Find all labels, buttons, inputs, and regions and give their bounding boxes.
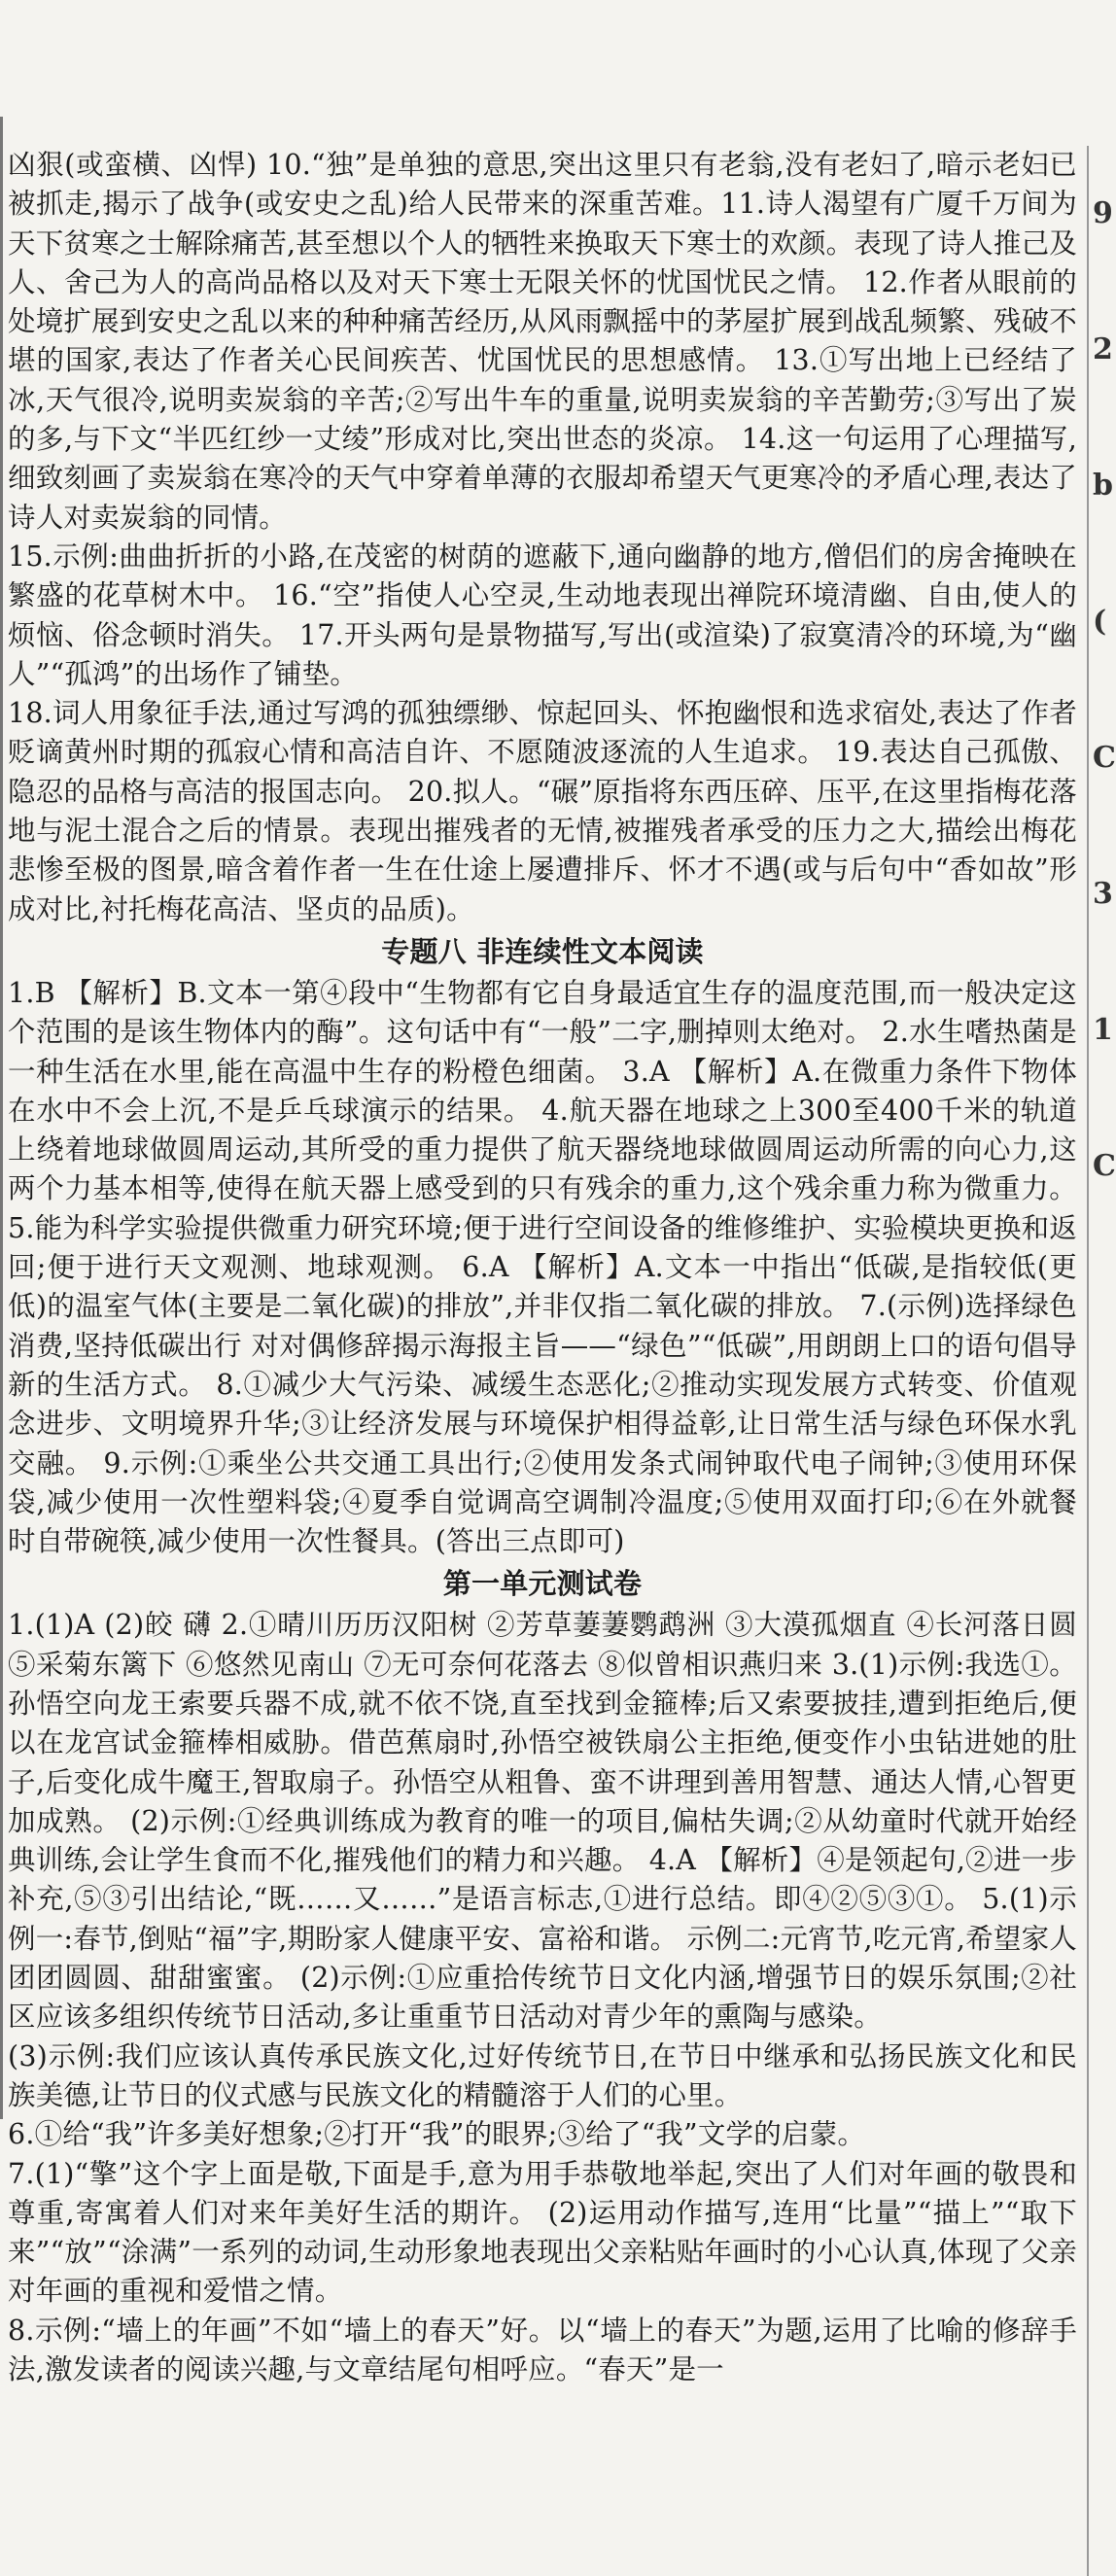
answer-paragraph: 6.①给“我”许多美好想象;②打开“我”的眼界;③给了“我”文学的启蒙。 [8,2118,866,2151]
edge-mark: b [1093,469,1113,503]
edge-mark: C [1093,1149,1116,1183]
answer-paragraph: 15.示例:曲曲折折的小路,在茂密的树荫的遮蔽下,通向幽静的地方,僧侣们的房舍掩映在繁盛的花草树木中。 16.“空”指使人心空灵,生动地表现出禅院环境清幽、自由,使人的烦恼、俗念顿时消失。 17.开头两句是景物描写,写出(或渲染)了寂寞清冷的环境,为“幽人”“孤鸿”的出场作了铺垫。 [8,540,1077,690]
edge-mark: 3 [1093,877,1113,911]
answer-paragraph: 1.B 【解析】B.文本一第④段中“生物都有它自身最适宜生存的温度范围,而一般决定这个范围的是该生物体内的酶”。这句话中有“一般”二字,删掉则太绝对。 2.水生嗜热菌是一种生活在水里,能在高温中生存的粉橙色细菌。 3.A 【解析】A.在微重力条件下物体在水中不会上沉,不是乒乓球演示的结果。 4.航天器在地球之上300至400千米的轨道上绕着地球做圆周运动,其所受的重力提供了航天器绕地球做圆周运动所需的向心力,这两个力基本相等,使得在航天器上感受到的只有残余的重力,这个残余重力称为微重力。 5.能为科学实验提供微重力研究环境;便于进行空间设备的维修维护、实验模块更换和返回;便于进行天文观测、地球观测。 6.A 【解析】A.文本一中指出“低碳,是指较低(更低)的温室气体(主要是二氧化碳)的排放”,并非仅指二氧化碳的排放。 7.(示例)选择绿色消费,坚持低碳出行 对对偶修辞揭示海报主旨——“绿色”“低碳”,用朗朗上口的语句倡导新的生活方式。 8.①减少大气污染、减缓生态恶化;②推动实现发展方式转变、价值观念进步、文明境界升华;③让经济发展与环境保护相得益彰,让日常生活与绿色环保水乳交融。 9.示例:①乘坐公共交通工具出行;②使用发条式闹钟取代电子闹钟;③使用环保袋,减少使用一次性塑料袋;④夏季自觉调高空调制冷温度;⑤使用双面打印;⑥在外就餐时自带碗筷,减少使用一次性餐具。(答出三点即可) [8,976,1077,1558]
answer-paragraph: 凶狠(或蛮横、凶悍) 10.“独”是单独的意思,突出这里只有老翁,没有老妇了,暗示老妇已被抓走,揭示了战争(或安史之乱)给人民带来的深重苦难。11.诗人渴望有广厦千万间为天下贫寒之士解除痛苦,甚至想以个人的牺牲来换取天下寒士的欢颜。表现了诗人推己及人、舍己为人的高尚品格以及对天下寒士无限关怀的忧国忧民之情。 12.作者从眼前的处境扩展到安史之乱以来的种种痛苦经历,从风雨飘摇中的茅屋扩展到战乱频繁、残破不堪的国家,表达了作者关心民间疾苦、忧国忧民的思想感情。 13.①写出地上已经结了冰,天气很冷,说明卖炭翁的辛苦;②写出牛车的重量,说明卖炭翁的辛苦勤劳;③写出了炭的多,与下文“半匹红纱一丈绫”形成对比,突出世态的炎凉。 14.这一句运用了心理描写,细致刻画了卖炭翁在寒冷的天气中穿着单薄的衣服却希望天气更寒冷的矛盾心理,表达了诗人对卖炭翁的同情。 [8,149,1077,534]
next-page-edge-text [1093,146,1116,1235]
column-divider-rule [1087,146,1089,2576]
answer-paragraph: 1.(1)A (2)皎 礴 2.①晴川历历汉阳树 ②芳草萋萋鹦鹉洲 ③大漠孤烟直 ④长河落日圆 ⑤采菊东篱下 ⑥悠然见南山 ⑦无可奈何花落去 ⑧似曾相识燕归来 3.(1)示例:我选①。孙悟空向龙王索要兵器不成,就不依不饶,直至找到金箍棒;后又索要披挂,遭到拒绝后,便以在龙宫试金箍棒相威胁。借芭蕉扇时,孙悟空被铁扇公主拒绝,便变作小虫钻进她的肚子,后变化成牛魔王,智取扇子。孙悟空从粗鲁、蛮不讲理到善用智慧、通达人情,心智更加成熟。 (2)示例:①经典训练成为教育的唯一的项目,偏枯失调;②从幼童时代就开始经典训练,会让学生食而不化,摧残他们的精力和兴趣。 4.A 【解析】④是领起句,②进一步补充,⑤③引出结论,“既……又……”是语言标志,①进行总结。即④②⑤③①。 5.(1)示例一:春节,倒贴“福”字,期盼家人健康平安、富裕和谐。 示例二:元宵节,吃元宵,希望家人团团圆圆、甜甜蜜蜜。 (2)示例:①应重拾传统节日文化内涵,增强节日的娱乐氛围;②社区应该多组织传统节日活动,多让重重节日活动对青少年的熏陶与感染。 [8,1609,1077,2034]
section-title: 专题八 非连续性文本阅读 [381,934,704,968]
answer-paragraph: 7.(1)“擎”这个字上面是敬,下面是手,意为用手恭敬地举起,突出了人们对年画的敬畏和尊重,寄寓着人们对来年美好生活的期许。 (2)运用动作描写,连用“比量”“描上”“取下来”“放”“涂满”一系列的动词,生动形象地表现出父亲粘贴年画时的小心认真,体现了父亲对年画的重视和爱惜之情。 [8,2157,1077,2308]
edge-mark: C [1093,741,1116,775]
left-margin-rule [0,117,3,2119]
edge-mark: ( [1093,605,1107,639]
edge-mark: 1 [1093,1013,1113,1047]
edge-mark: 2 [1093,332,1113,366]
answer-paragraph: 8.示例:“墙上的年画”不如“墙上的春天”好。以“墙上的春天”为题,运用了比喻的修辞手法,激发读者的阅读兴趣,与文章结尾句相呼应。“春天”是一 [8,2314,1077,2386]
answer-column [8,146,1077,2389]
section-title: 第一单元测试卷 [442,1567,643,1601]
edge-mark: 9 [1093,196,1113,230]
answer-paragraph: 18.词人用象征手法,通过写鸿的孤独缥缈、惊起回头、怀抱幽恨和选求宿处,表达了作者贬谪黄州时期的孤寂心情和高洁自许、不愿随波逐流的人生追求。 19.表达自己孤傲、隐忍的品格与高洁的报国志向。 20.拟人。“碾”原指将东西压碎、压平,在这里指梅花落地与泥土混合之后的情景。表现出摧残者的无情,被摧残者承受的压力之大,描绘出梅花悲惨至极的图景,暗含着作者一生在仕途上屡遭排斥、怀才不遇(或与后句中“香如故”形成对比,衬托梅花高洁、坚贞的品质)。 [8,697,1077,925]
answer-paragraph: (3)示例:我们应该认真传承民族文化,过好传统节日,在节日中继承和弘扬民族文化和民族美德,让节日的仪式感与民族文化的精髓溶于人们的心里。 [8,2039,1077,2111]
